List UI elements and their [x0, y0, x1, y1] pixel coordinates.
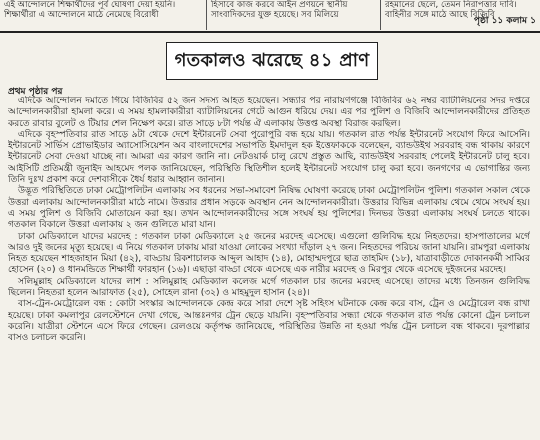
strip-line: রহমানের ছেলে, তেমন নিরাপত্তার দাবি। — [385, 0, 517, 10]
strip-line: সাংবাদিকদের যুক্ত হয়েছে। সব মিলিয়ে — [211, 10, 339, 20]
article-body — [8, 96, 530, 440]
paragraph: এদিকে আন্দোলন দমাতে গিয়ে বিজিবির ৫২ জন সদস্য আহত হয়েছেন। সন্ধ্যার পর নারায়ণগঞ্জে বিজিবির ৬২ নম্বর ব্যাটালিয়নের সদর দপ্তরে আন্দোলনকারীরা হামলা করে। এ সময় হামলাকারীরা ব্যাটালিয়নের গেটে আগুন ধরিয়ে দেয়। এর পর পুলিশ ও বিজিবি আন্দোলনকারীদের প্রতিহত করতে রাবার বুলেট ও টিয়ার শেল নিক্ষেপ করে। রাত সাড়ে ৮টা পর্যন্ত ঐ এলাকায় উত্তপ্ত অবস্থা বিরাজ করছিল। — [8, 96, 530, 129]
strip-line: হিসাবে কাজ করবে আইন প্রণয়নে স্থানীয় — [211, 0, 348, 10]
previous-articles-strip — [0, 0, 540, 30]
paragraph: ঢাকা মেডিক্যালে যাদের মরদেহ : গতকাল ঢাকা মেডিক্যালে ২৫ জনের মরদেহ এসেছে। এগুলো গুলিবিদ্ধ হয়ে নিহতদের। হাসপাতালের মর্গে আরও দুই জনের মৃত্যু হয়েছে। এ নিয়ে গতকাল ঢাকায় মারা যাওয়া লোকের সংখ্যা দাঁড়াল ২৭ জন। নিহতদের পরিচয় জানা যায়নি। রামপুরা এলাকায় নিহত হয়েছেন শাহজাহান মিয়া (৪২), বাড্ডায় রিকশাচালক আব্দুল আহাদ (১৪), মোহাম্মদপুরে ছাত্র তাহমিদ (১৮), যাত্রাবাড়ীতে দোকানকর্মী সাব্বির হোসেন (২০) ও ধানমন্ডিতে শিক্ষার্থী ফারহান (১৬)। এছাড়া বাড্ডা থেকে এসেছে এক নারীর মরদেহ ও মিরপুর থেকে এসেছে দুইজনের মরদেহ। — [8, 231, 530, 276]
strip-line: শিক্ষার্থীরা এ আন্দোলনে মাঠে নেমেছে বিরোধী — [4, 10, 159, 20]
paragraph: এদিকে বৃহস্পতিবার রাত সাড়ে ৯টা থেকে দেশে ইন্টারনেট সেবা পুরোপুরি বন্ধ হয়ে যায়। গতকাল রাত পর্যন্ত ইন্টারনেট সংযোগ ফিরে আসেনি। ইন্টারনেট সার্ভিস প্রোভাইডার অ্যাসোসিয়েশন অব বাংলাদেশের সভাপতি ইমদাদুল হক ইত্তেফাককে বলেছেন, ব্যান্ডউইথ সরবরাহ বন্ধ থাকায় কারণে ইন্টারনেট সেবা দেওয়া যাচ্ছে না। আমরা এর কারণ জানি না। নেটওয়ার্ক চালু রেখে প্রস্তুত আছি, ব্যান্ডউইথ সরবরাহ পেলেই ইন্টারনেট চালু হবে। আইসিটি প্রতিমন্ত্রী জুনাইদ আহমেদ পলক জানিয়েছেন, পরিস্থিতি স্থিতিশীল হলেই ইন্টারনেট সংযোগ চালু করা হবে। জনগণের এ ভোগান্তির জন্য তিনি দুঃখ প্রকাশ করে দেশবাসীকে ধৈর্য ধরার আহ্বান জানান। — [8, 129, 530, 186]
continued-label: প্রথম পৃষ্ঠার পর — [8, 87, 63, 97]
strip-column-2 — [206, 0, 377, 30]
strip-line: বাহিনীর সঙ্গে মাঠে আছে বিজিবি — [385, 10, 495, 20]
strip-column-1 — [4, 0, 200, 30]
strip-line: এই আন্দোলনে শিক্ষার্থীদের পূর্ব ঘোষণা দেয়া হয়নি। — [4, 0, 176, 10]
paragraph: উদ্ভূত পরিস্থিতিতে ঢাকা মেট্রোপলিটন এলাকায় সব ধরনের সভা-সমাবেশ নিষিদ্ধ ঘোষণা করেছে ঢাকা মেট্রোপলিটন পুলিশ। গতকাল সকাল থেকে উত্তরা এলাকায় আন্দোলনকারীরা মাঠে নামে। উত্তরার প্রধান সড়কে অবস্থান নেন আন্দোলনকারীরা। উত্তরার বিভিন্ন এলাকায় থেমে থেমে সংঘর্ষ হয়। এ সময় পুলিশ ও বিজিবি মোতায়েন করা হয়। তখন আন্দোলনকারীদের সঙ্গে সংঘর্ষ হয় পুলিশের। দিনভর উত্তরা এলাকায় সংঘর্ষ চলতে থাকে। গতকাল বিকালে উত্তরা এলাকায় ২ জন গুলিতে মারা যান। — [8, 186, 530, 231]
divider-rule — [0, 31, 540, 33]
page-reference: পৃষ্ঠা ১১ কলাম ১ — [473, 16, 536, 26]
headline: গতকালও ঝরেছে ৪১ প্রাণ — [166, 42, 378, 80]
paragraph: সলিমুল্লাহ মেডিক্যালে যাদের লাশ : সলিমুল্লাহ মেডিক্যাল কলেজ মর্গে গতকাল চার জনের মরদেহ এসেছে। তাদের মধ্যে তিনজন গুলিবিদ্ধ ছিলেন। নিহতরা হলেন আরাফাত (২৫), সোহেল রানা (৩২) ও মাহমুদুল হাসান (২৪)। — [8, 276, 530, 299]
paragraph: বাস-ট্রেন-মেট্রোরেল বন্ধ : কোটা সংস্কার আন্দোলনকে কেন্দ্র করে সারা দেশে সৃষ্ট সহিংস ঘটনাকে কেন্দ্র করে বাস, ট্রেন ও মেট্রোরেল বন্ধ রাখা হয়েছে। ঢাকা কমলাপুর রেলস্টেশনে দেখা গেছে, আন্তঃনগর ট্রেন ছেড়ে যায়নি। বৃহস্পতিবার সন্ধ্যা থেকে গতকাল রাত পর্যন্ত কোনো ট্রেন চলাচল করেনি। যাত্রীরা স্টেশনে এসে ফিরে গেছেন। রেলওয়ে কর্তৃপক্ষ জানিয়েছে, পরিস্থিতির উন্নতি না হওয়া পর্যন্ত ট্রেন চলাচল বন্ধ থাকবে। দূরপাল্লার বাসও চলাচল করেনি। — [8, 299, 530, 344]
